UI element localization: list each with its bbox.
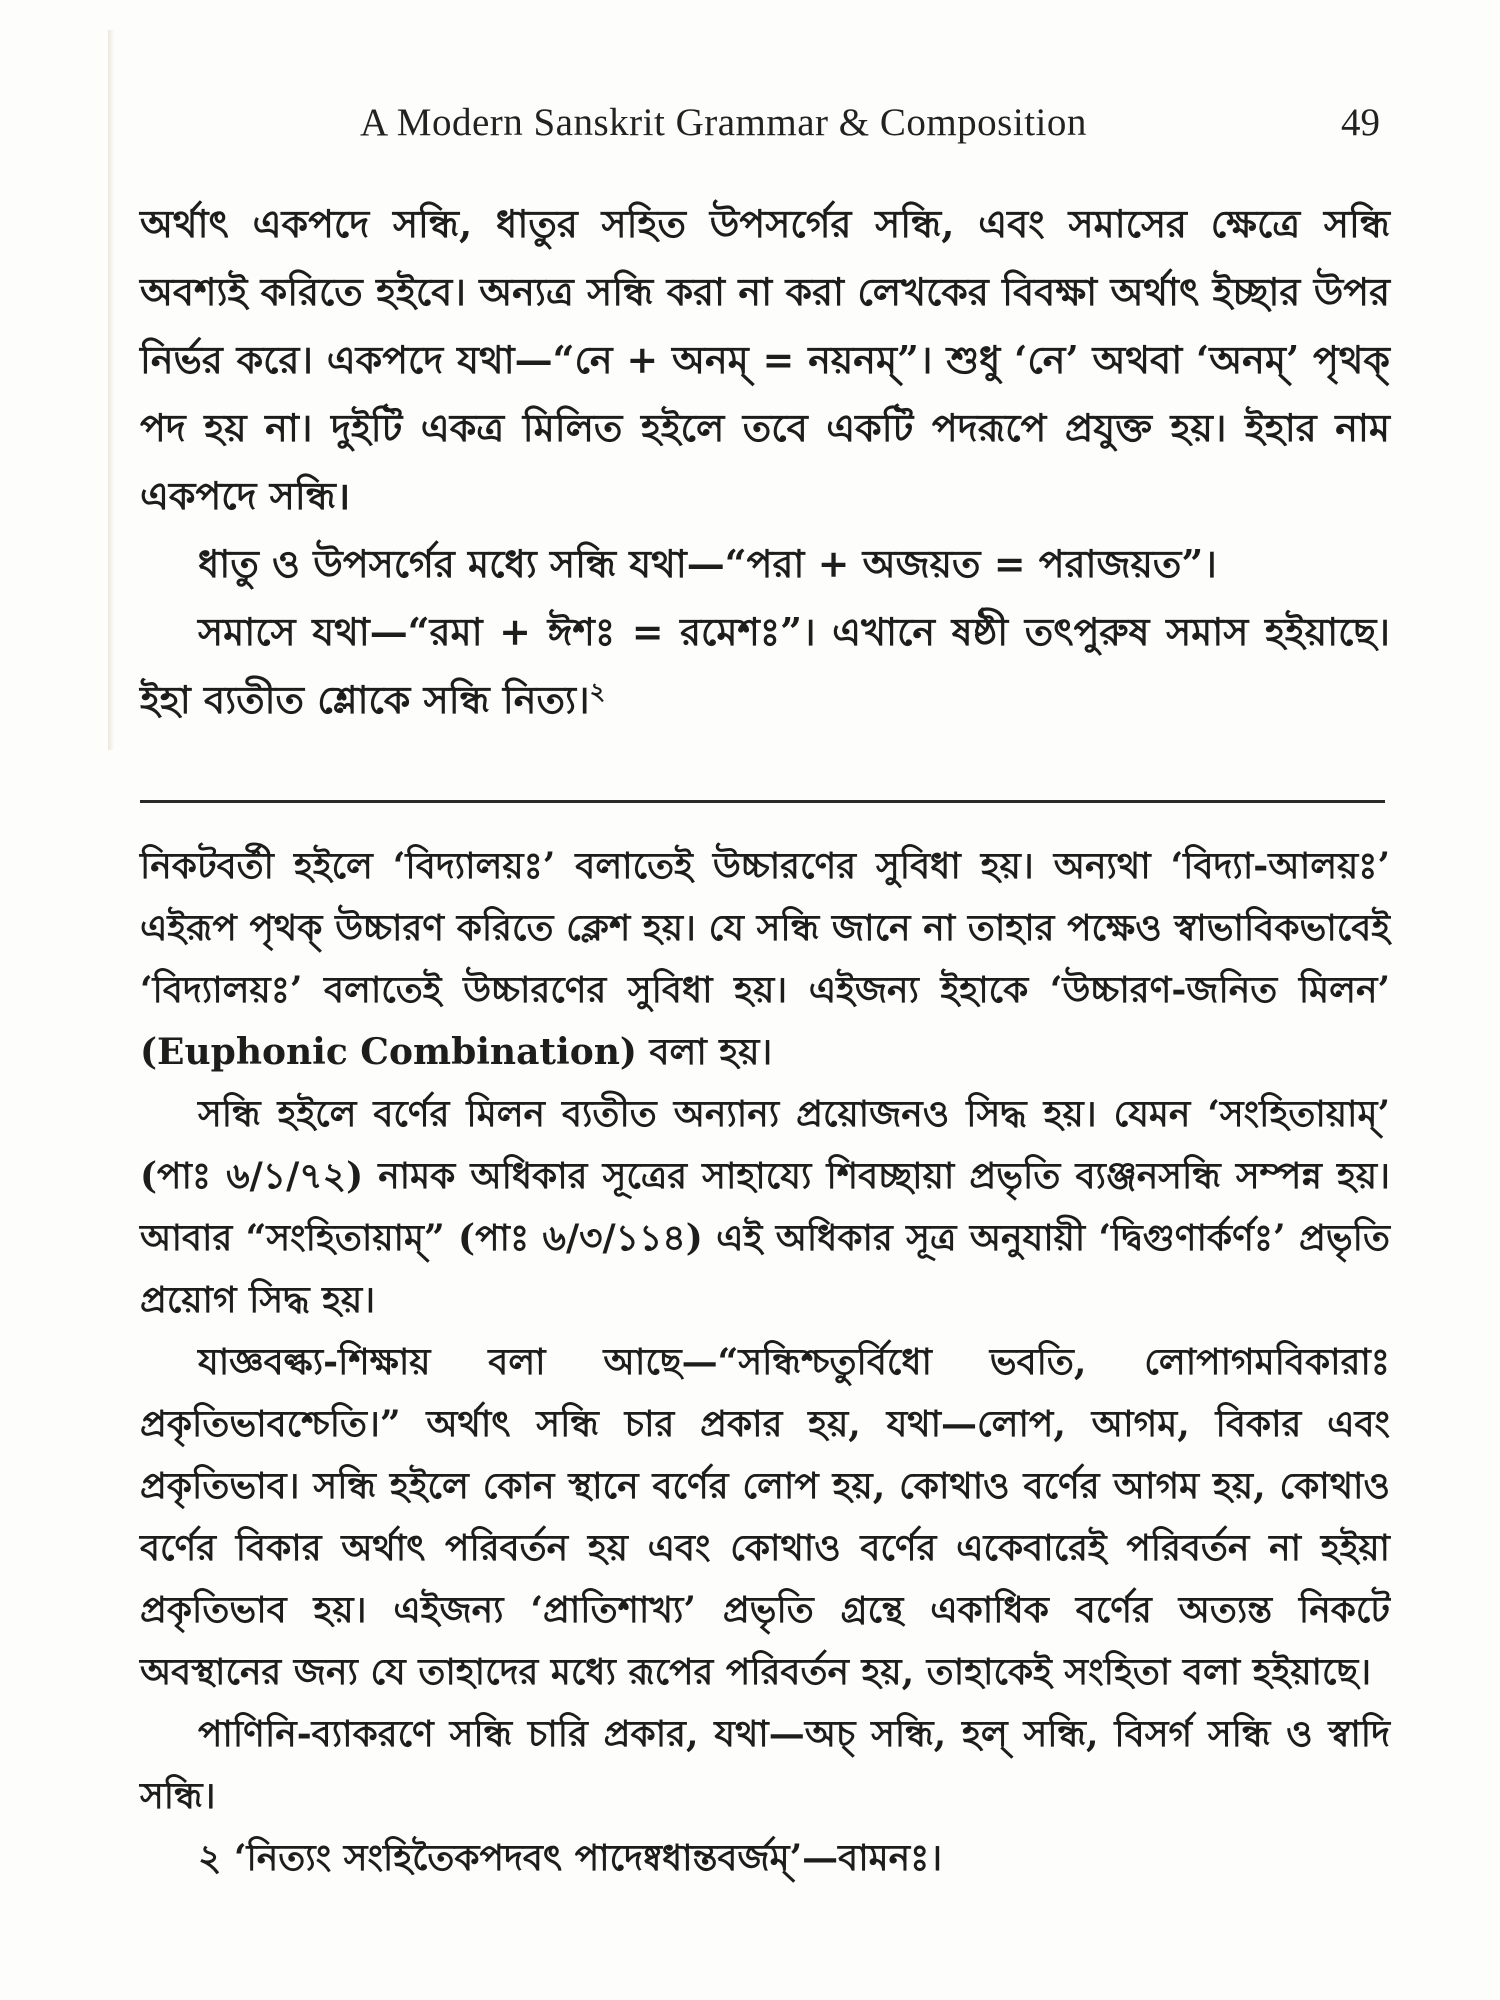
paragraph-2-text: যথা—“পরা + অজয়ত = পরাজয়ত”। <box>616 541 1217 586</box>
footnote-paragraph-2: সন্ধি হইলে বর্ণের মিলন ব্যতীত অন্যান্য প্রয়োজনও সিদ্ধ হয়। যেমন ‘সংহিতায়াম্’ (পাঃ ৬/১/৭২) নামক অধিকার সূত্রের সাহায্যে শিবচ্ছায়া প্রভৃতি ব্যঞ্জনসন্ধি সম্পন্ন হয়। আবার “সংহিতায়াম্” (পাঃ ৬/৩/১১৪) এই অধিকার সূত্র অনুযায়ী ‘দ্বিগুণার্কর্ণঃ’ প্রভৃতি প্রয়োগ সিদ্ধ হয়। <box>140 1093 1390 1321</box>
paragraph-2 <box>140 530 1390 598</box>
footnote-paragraph-4: পাণিনি-ব্যাকরণে সন্ধি চারি প্রকার, যথা—অচ্ সন্ধি, হল্ সন্ধি, বিসর্গ সন্ধি ও স্বাদি সন্ধি। <box>140 1713 1390 1817</box>
paragraph-3-text: যথা—“রমা + ঈশঃ = রমেশঃ”। এখানে ষষ্ঠী তৎপুরুষ সমাস হইয়াছে। ইহা ব্যতীত শ্লোকে সন্ধি নিত্য। <box>140 609 1390 722</box>
paragraph-1-text: অর্থাৎ একপদে সন্ধি, ধাতুর সহিত উপসর্গের সন্ধি, এবং সমাসের ক্ষেত্রে সন্ধি অবশ্যই করিতে হইবে। অন্যত্র সন্ধি করা না করা লেখকের বিবক্ষা অর্থাৎ ইচ্ছার উপর নির্ভর করে। একপদে যথা—“নে + অনম্ = নয়নম্”। শুধু ‘নে’ অথবা ‘অনম্’ পৃথক্ পদ হয় না। দুইটি একত্র মিলিত হইলে তবে একটি পদরূপে প্রযুক্ত হয়। ইহার নাম <box>140 201 1390 450</box>
paragraph-1 <box>140 190 1390 530</box>
footnote-2: ২ ‘নিত্যং সংহিতৈকপদবৎ পাদেষ্বধান্তবর্জম্’—বামনঃ। <box>198 1837 943 1879</box>
paragraph-3 <box>140 598 1390 734</box>
footnote-paragraph-1: নিকটবর্তী হইলে ‘বিদ্যালয়ঃ’ বলাতেই উচ্চারণের সুবিধা হয়। অন্যথা ‘বিদ্যা-আলয়ঃ’ এইরূপ পৃথক্ উচ্চারণ করিতে ক্লেশ হয়। যে সন্ধি জানে না তাহার পক্ষেও স্বাভাবিকভাবেই ‘বিদ্যালয়ঃ’ বলাতেই উচ্চারণের সুবিধা হয়। এইজন্য ইহাকে ‘উচ্চারণ-জনিত মিলন’ (Euphonic Combination) বলা হয়। <box>140 845 1390 1073</box>
main-text <box>140 190 1390 734</box>
footnote-section <box>140 835 1390 1889</box>
page-gutter-shadow <box>108 30 114 750</box>
paragraph-3-term: সমাসে <box>198 609 296 654</box>
page-number: 49 <box>1341 101 1380 144</box>
footnote-divider <box>140 800 1385 803</box>
running-head: A Modern Sanskrit Grammar & Composition <box>360 101 1087 144</box>
footnote-paragraph-3: যাজ্ঞবল্ক্য-শিক্ষায় বলা আছে—“সন্ধিশ্চতুর্বিধো ভবতি, লোপাগমবিকারাঃ প্রকৃতিভাবশ্চেতি।” অর্থাৎ সন্ধি চার প্রকার হয়, যথা—লোপ, আগম, বিকার এবং প্রকৃতিভাব। সন্ধি হইলে কোন স্থানে বর্ণের লোপ হয়, কোথাও বর্ণের আগম হয়, কোথাও বর্ণের বিকার অর্থাৎ পরিবর্তন হয় এবং কোথাও বর্ণের একেবারেই পরিবর্তন না হইয়া প্রকৃতিভাব হয়। এইজন্য ‘প্রাতিশাখ্য’ প্রভৃতি গ্রন্থে একাধিক বর্ণের অত্যন্ত নিকটে অবস্থানের জন্য যে তাহাদের মধ্যে রূপের পরিবর্তন হয়, তাহাকেই সংহিতা বলা হইয়াছে। <box>140 1341 1390 1693</box>
paragraph-2-term: ধাতু ও উপসর্গের মধ্যে সন্ধি <box>198 541 617 586</box>
footnote-marker: ২ <box>589 676 606 706</box>
paragraph-1-term: একপদে সন্ধি <box>140 473 336 518</box>
page-header <box>140 100 1380 160</box>
paragraph-1-end: । <box>335 473 351 518</box>
